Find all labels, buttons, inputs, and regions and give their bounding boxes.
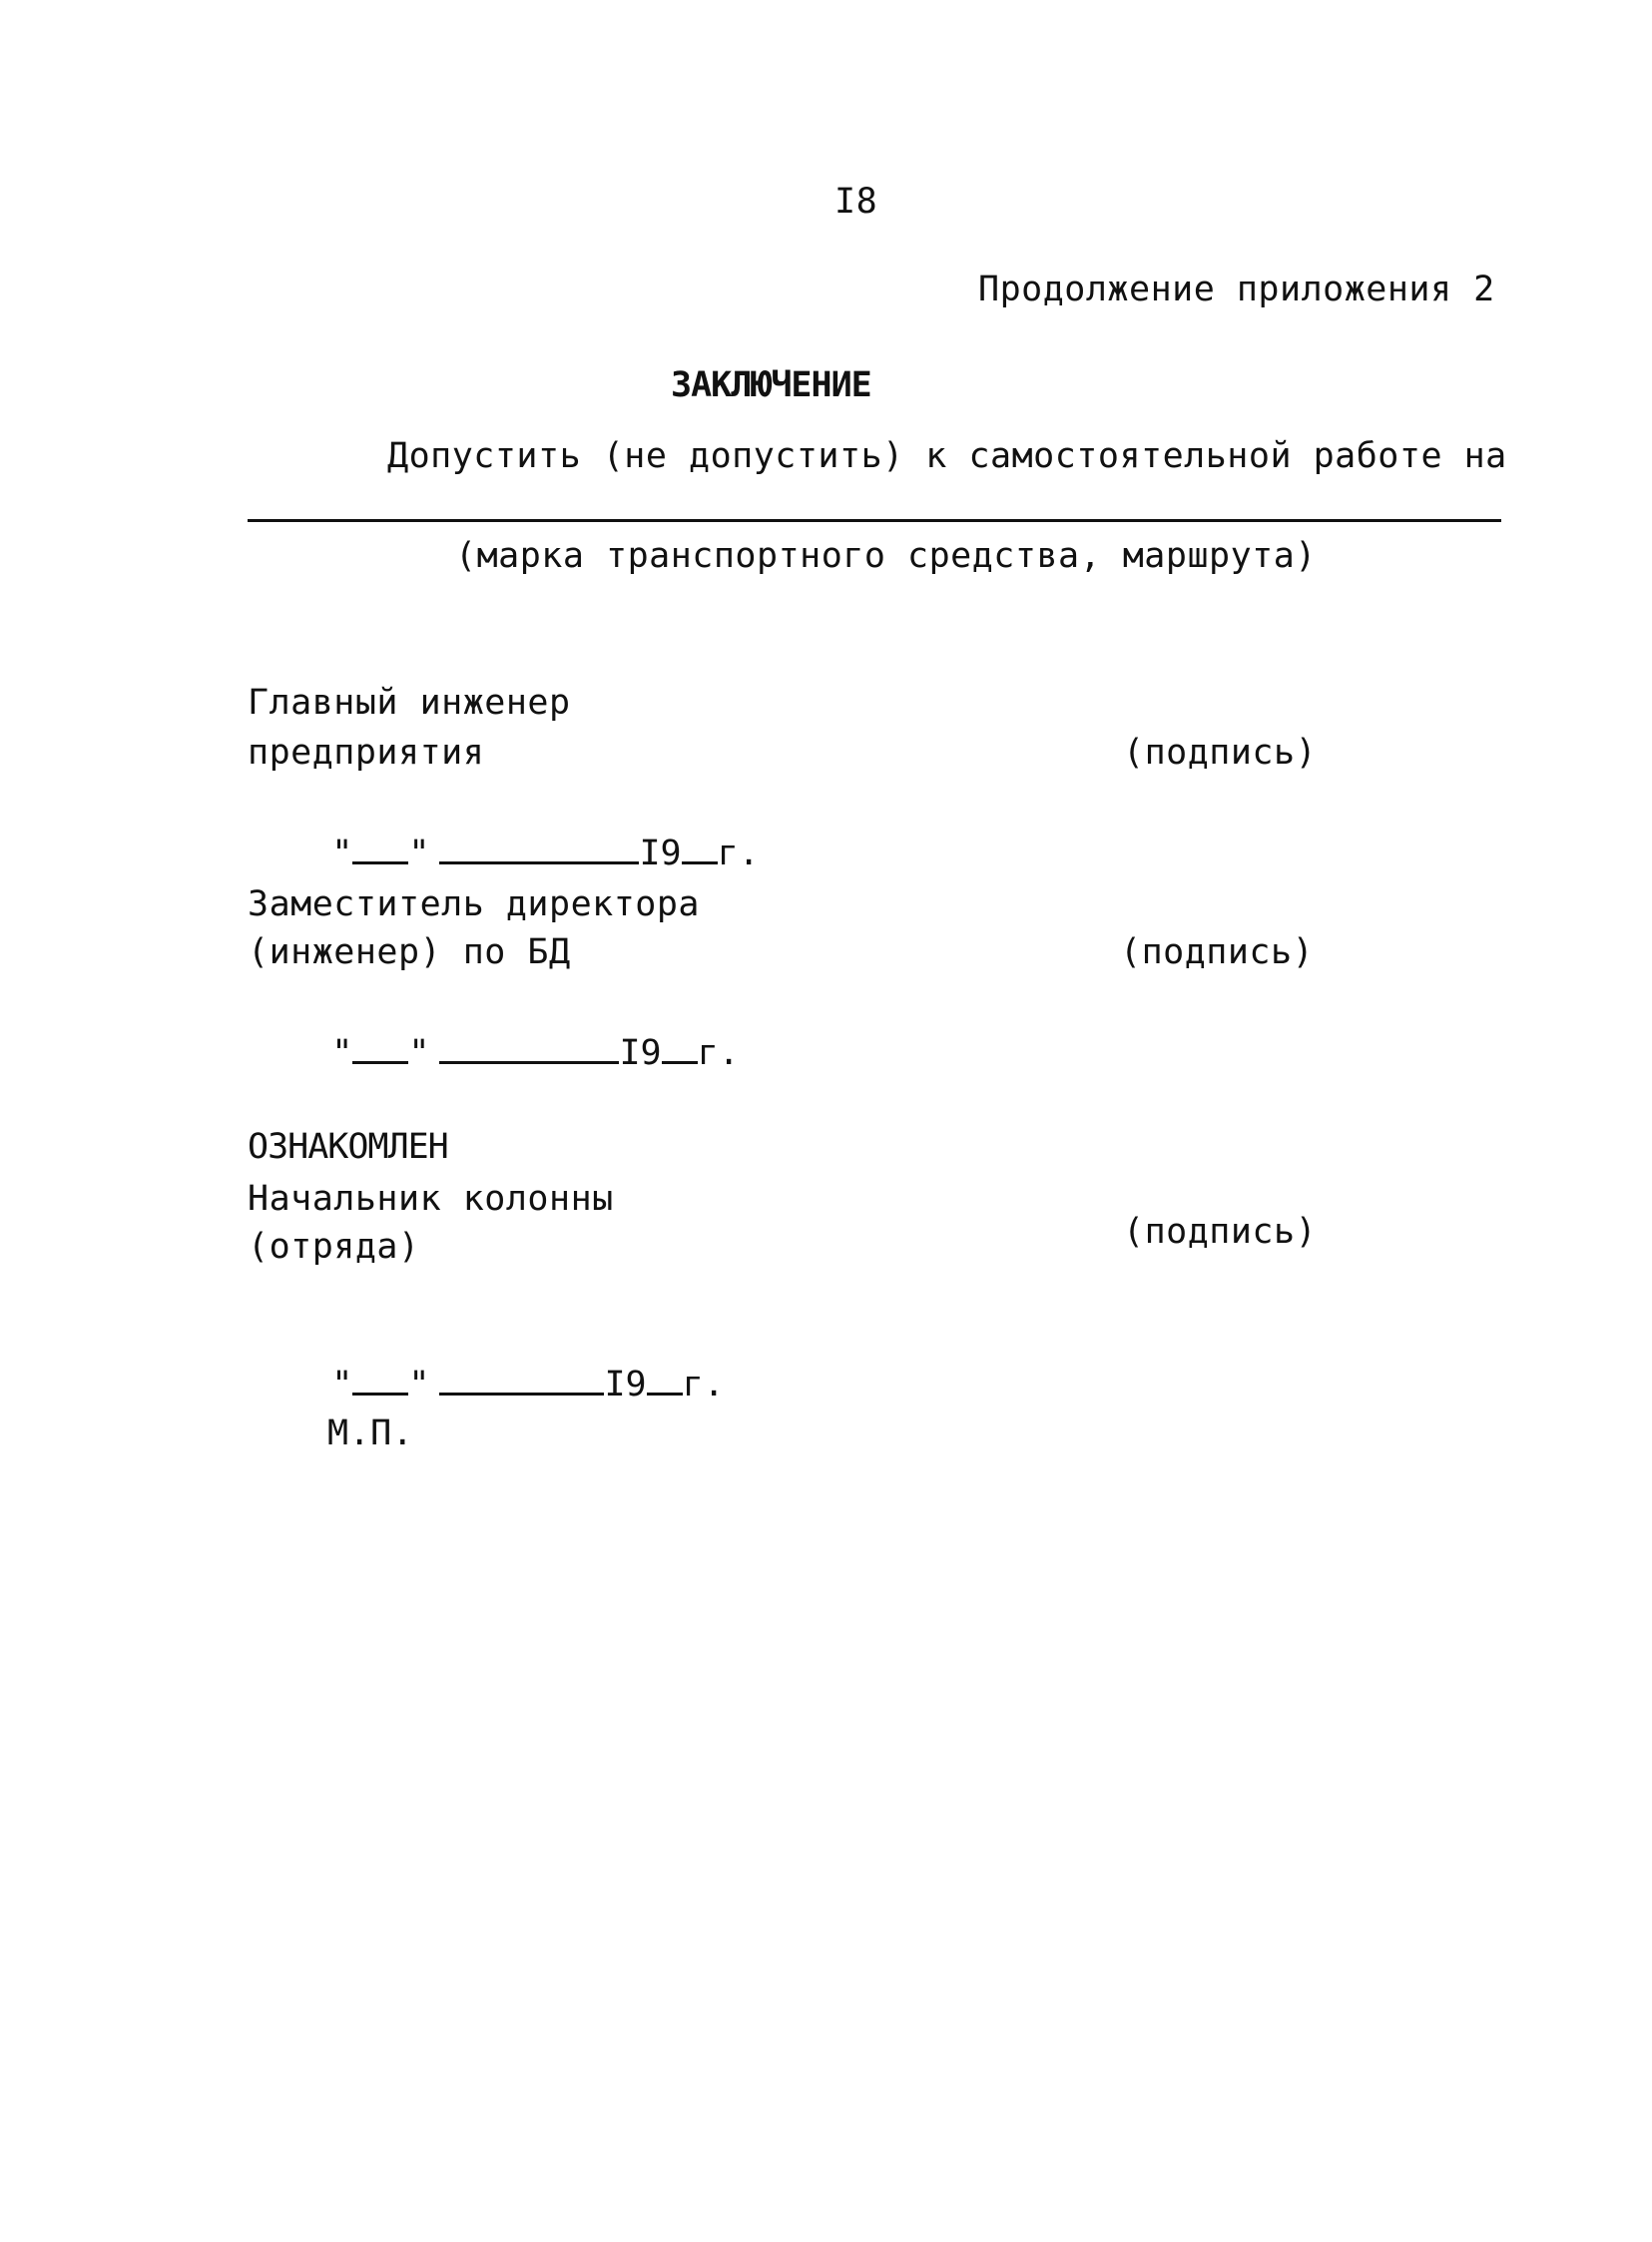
acknowledged-label: ОЗНАКОМЛЕН <box>248 1127 448 1167</box>
quote-open: " <box>331 1033 353 1073</box>
day-blank <box>352 1363 408 1396</box>
year-blank <box>647 1363 683 1396</box>
date-line <box>248 981 740 1125</box>
month-blank <box>439 832 639 864</box>
quote-close: " <box>408 834 430 873</box>
year-prefix: I9 <box>619 1033 662 1073</box>
quote-close: " <box>408 1365 430 1404</box>
role-title-line2: (отряда) <box>248 1227 420 1267</box>
signature-label: (подпись) <box>1123 1212 1318 1252</box>
admit-text: Допустить (не допустить) к самостоятельной работе на <box>387 436 1507 476</box>
role-title-line1: Начальник колонны <box>248 1179 614 1219</box>
document-title: ЗАКЛЮЧЕНИЕ <box>671 365 871 405</box>
date-line <box>248 1313 725 1456</box>
year-blank <box>682 832 718 864</box>
page-number: I8 <box>834 182 878 222</box>
year-prefix: I9 <box>604 1365 647 1404</box>
vehicle-caption: (марка транспортного средства, маршрута) <box>455 536 1317 576</box>
stamp-place-label: М.П. <box>327 1413 414 1453</box>
year-blank <box>662 1031 698 1064</box>
vehicle-fill-line <box>248 519 1501 522</box>
day-blank <box>352 1031 408 1064</box>
signature-label: (подпись) <box>1123 733 1318 773</box>
signature-label: (подпись) <box>1120 932 1315 972</box>
year-prefix: I9 <box>639 834 682 873</box>
year-suffix: г. <box>697 1033 740 1073</box>
quote-open: " <box>331 834 353 873</box>
role-title-line1: Заместитель директора <box>248 884 701 924</box>
year-suffix: г. <box>717 834 760 873</box>
quote-open: " <box>331 1365 353 1404</box>
role-title-line2: предприятия <box>248 733 485 773</box>
day-blank <box>352 832 408 864</box>
quote-close: " <box>408 1033 430 1073</box>
month-blank <box>439 1031 619 1064</box>
role-title-line1: Главный инженер <box>248 683 571 723</box>
year-suffix: г. <box>682 1365 725 1404</box>
continuation-heading: Продолжение приложения 2 <box>978 270 1495 309</box>
month-blank <box>439 1363 604 1396</box>
role-title-line2: (инженер) по БД <box>248 932 571 972</box>
